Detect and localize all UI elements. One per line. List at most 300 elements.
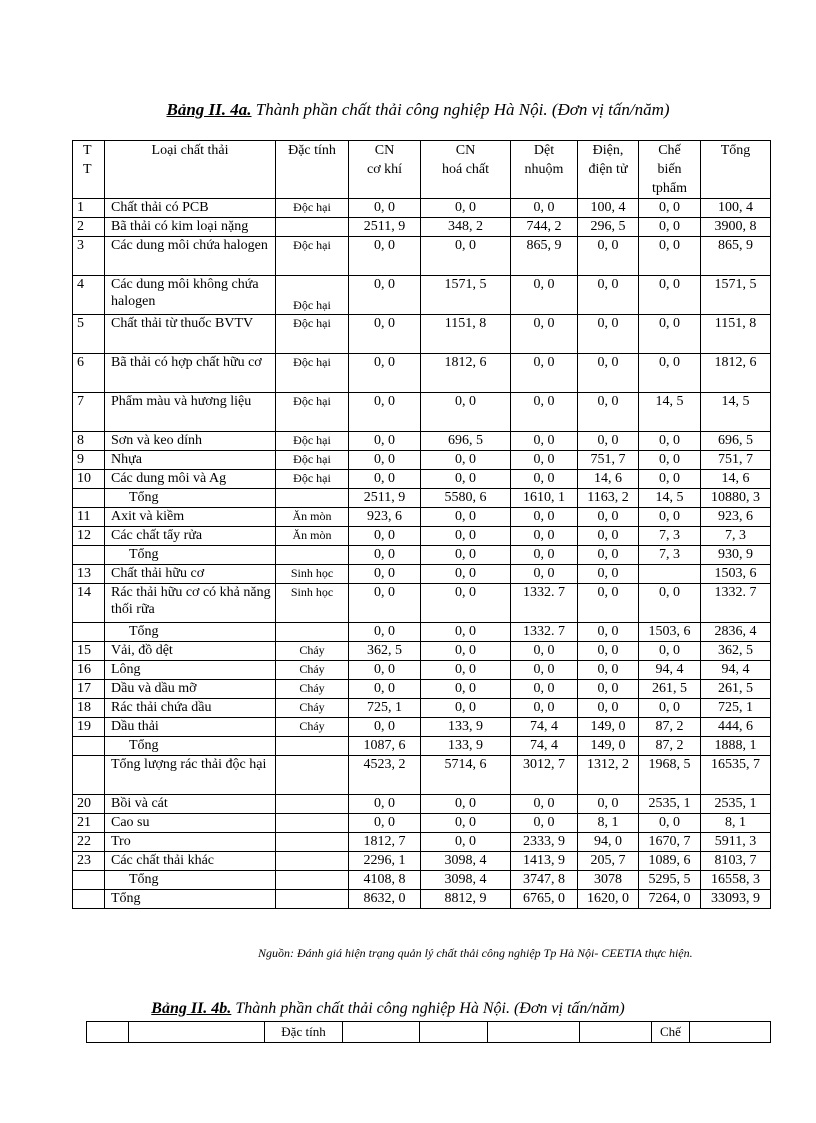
row-number xyxy=(73,737,105,756)
total-row xyxy=(73,737,771,756)
value-cell: 751, 7 xyxy=(701,451,771,470)
value-cell: 0, 0 xyxy=(349,393,421,432)
characteristic: Sinh học xyxy=(276,565,349,584)
value-cell: 751, 7 xyxy=(578,451,639,470)
waste-type: Vải, đồ dệt xyxy=(105,642,276,661)
header-row xyxy=(73,141,771,199)
value-cell: 0, 0 xyxy=(349,795,421,814)
waste-composition-table xyxy=(72,140,771,909)
waste-type: Cao su xyxy=(105,814,276,833)
value-cell: 0, 0 xyxy=(421,584,511,623)
value-cell: 3012, 7 xyxy=(511,756,578,795)
value-cell: 0, 0 xyxy=(578,354,639,393)
value-cell: 1151, 8 xyxy=(701,315,771,354)
value-cell: 348, 2 xyxy=(421,218,511,237)
value-cell: 696, 5 xyxy=(421,432,511,451)
row-number: 13 xyxy=(73,565,105,584)
value-cell: 261, 5 xyxy=(701,680,771,699)
table-row xyxy=(73,833,771,852)
table2-caption-label: Bảng II. 4b. xyxy=(151,1000,232,1017)
table-row xyxy=(73,470,771,489)
value-cell: 14, 6 xyxy=(578,470,639,489)
characteristic: Cháy xyxy=(276,642,349,661)
value-cell: 1812, 6 xyxy=(421,354,511,393)
value-cell: 14, 5 xyxy=(639,393,701,432)
table-row xyxy=(73,852,771,871)
value-cell: 0, 0 xyxy=(349,814,421,833)
value-cell: 94, 4 xyxy=(639,661,701,680)
value-cell: 5911, 3 xyxy=(701,833,771,852)
table-row xyxy=(73,276,771,315)
table-row xyxy=(73,527,771,546)
value-cell: 362, 5 xyxy=(349,642,421,661)
value-cell: 0, 0 xyxy=(421,237,511,276)
value-cell: 1812, 7 xyxy=(349,833,421,852)
value-cell: 1151, 8 xyxy=(421,315,511,354)
characteristic: Độc hại xyxy=(276,237,349,276)
value-cell: 0, 0 xyxy=(349,527,421,546)
value-cell: 865, 9 xyxy=(701,237,771,276)
value-cell: 10880, 3 xyxy=(701,489,771,508)
value-cell: 362, 5 xyxy=(701,642,771,661)
value-cell: 14, 5 xyxy=(639,489,701,508)
table2-cell xyxy=(129,1022,265,1043)
table-row xyxy=(73,508,771,527)
value-cell: 0, 0 xyxy=(349,584,421,623)
value-cell: 0, 0 xyxy=(511,315,578,354)
row-number: 15 xyxy=(73,642,105,661)
table-row xyxy=(73,218,771,237)
value-cell: 0, 0 xyxy=(349,661,421,680)
value-cell: 133, 9 xyxy=(421,737,511,756)
waste-type: Tổng xyxy=(105,871,276,890)
value-cell: 1571, 5 xyxy=(701,276,771,315)
value-cell: 7, 3 xyxy=(639,527,701,546)
table-row xyxy=(73,680,771,699)
value-cell: 1503, 6 xyxy=(701,565,771,584)
value-cell: 0, 0 xyxy=(511,661,578,680)
value-cell: 33093, 9 xyxy=(701,890,771,909)
table-caption xyxy=(10,100,816,120)
table-row xyxy=(73,199,771,218)
value-cell: 6765, 0 xyxy=(511,890,578,909)
waste-type: Bã thải có hợp chất hữu cơ xyxy=(105,354,276,393)
table2-header-dactinh: Đặc tính xyxy=(265,1022,343,1043)
value-cell: 0, 0 xyxy=(639,432,701,451)
value-cell: 0, 0 xyxy=(511,565,578,584)
row-number xyxy=(73,623,105,642)
value-cell: 0, 0 xyxy=(511,276,578,315)
characteristic: Độc hại xyxy=(276,199,349,218)
waste-type: Tổng xyxy=(105,489,276,508)
value-cell: 3747, 8 xyxy=(511,871,578,890)
table2-caption-text: Thành phần chất thải công nghiệp Hà Nội. (Đơn vị tấn/năm) xyxy=(235,1000,625,1017)
value-cell: 0, 0 xyxy=(349,276,421,315)
characteristic: Độc hại xyxy=(276,315,349,354)
row-number: 8 xyxy=(73,432,105,451)
value-cell: 1812, 6 xyxy=(701,354,771,393)
value-cell: 0, 0 xyxy=(421,393,511,432)
value-cell: 0, 0 xyxy=(421,546,511,565)
characteristic xyxy=(276,623,349,642)
value-cell: 0, 0 xyxy=(511,354,578,393)
value-cell: 7264, 0 xyxy=(639,890,701,909)
characteristic: Ăn mòn xyxy=(276,527,349,546)
value-cell: 0, 0 xyxy=(421,661,511,680)
value-cell: 0, 0 xyxy=(511,814,578,833)
value-cell: 0, 0 xyxy=(349,565,421,584)
characteristic: Độc hại xyxy=(276,276,349,315)
value-cell: 0, 0 xyxy=(639,218,701,237)
value-cell: 0, 0 xyxy=(578,699,639,718)
value-cell: 1888, 1 xyxy=(701,737,771,756)
value-cell: 2511, 9 xyxy=(349,218,421,237)
value-cell: 0, 0 xyxy=(349,718,421,737)
value-cell: 2296, 1 xyxy=(349,852,421,871)
value-cell: 0, 0 xyxy=(639,237,701,276)
value-cell: 0, 0 xyxy=(578,546,639,565)
value-cell: 0, 0 xyxy=(511,508,578,527)
value-cell: 0, 0 xyxy=(511,432,578,451)
value-cell: 14, 6 xyxy=(701,470,771,489)
value-cell: 16535, 7 xyxy=(701,756,771,795)
value-cell: 0, 0 xyxy=(421,565,511,584)
value-cell: 0, 0 xyxy=(421,680,511,699)
row-number: 22 xyxy=(73,833,105,852)
value-cell: 923, 6 xyxy=(701,508,771,527)
waste-composition-table-b xyxy=(86,1021,771,1043)
value-cell: 296, 5 xyxy=(578,218,639,237)
row-number xyxy=(73,890,105,909)
value-cell: 1968, 5 xyxy=(639,756,701,795)
value-cell: 0, 0 xyxy=(421,623,511,642)
value-cell: 0, 0 xyxy=(511,451,578,470)
row-number: 1 xyxy=(73,199,105,218)
row-number xyxy=(73,546,105,565)
value-cell: 0, 0 xyxy=(349,546,421,565)
value-cell: 1312, 2 xyxy=(578,756,639,795)
value-cell: 1332. 7 xyxy=(701,584,771,623)
waste-type: Tổng xyxy=(105,623,276,642)
value-cell: 1670, 7 xyxy=(639,833,701,852)
value-cell: 0, 0 xyxy=(511,699,578,718)
value-cell: 8, 1 xyxy=(701,814,771,833)
value-cell: 0, 0 xyxy=(578,315,639,354)
row-number: 10 xyxy=(73,470,105,489)
value-cell: 0, 0 xyxy=(421,199,511,218)
total-row xyxy=(73,890,771,909)
row-number xyxy=(73,871,105,890)
waste-type: Các chất tẩy rửa xyxy=(105,527,276,546)
value-cell: 0, 0 xyxy=(511,795,578,814)
waste-type: Axit và kiềm xyxy=(105,508,276,527)
value-cell: 0, 0 xyxy=(639,814,701,833)
characteristic xyxy=(276,546,349,565)
characteristic: Độc hại xyxy=(276,451,349,470)
value-cell: 1620, 0 xyxy=(578,890,639,909)
table2-cell xyxy=(87,1022,129,1043)
table-row xyxy=(73,699,771,718)
row-number: 17 xyxy=(73,680,105,699)
table-row xyxy=(73,584,771,623)
value-cell: 865, 9 xyxy=(511,237,578,276)
waste-type: Tổng xyxy=(105,737,276,756)
value-cell: 1163, 2 xyxy=(578,489,639,508)
value-cell: 205, 7 xyxy=(578,852,639,871)
value-cell: 1503, 6 xyxy=(639,623,701,642)
value-cell: 3078 xyxy=(578,871,639,890)
value-cell: 0, 0 xyxy=(349,470,421,489)
value-cell: 0, 0 xyxy=(639,276,701,315)
table2-cell xyxy=(580,1022,652,1043)
characteristic: Cháy xyxy=(276,699,349,718)
value-cell: 100, 4 xyxy=(701,199,771,218)
characteristic: Độc hại xyxy=(276,432,349,451)
value-cell: 87, 2 xyxy=(639,718,701,737)
table2-header-row xyxy=(87,1022,771,1043)
header-det-nhuom: Dệt nhuộm xyxy=(511,141,578,199)
row-number: 3 xyxy=(73,237,105,276)
value-cell: 1332. 7 xyxy=(511,584,578,623)
value-cell: 0, 0 xyxy=(421,470,511,489)
value-cell: 0, 0 xyxy=(421,699,511,718)
row-number: 11 xyxy=(73,508,105,527)
value-cell: 0, 0 xyxy=(639,354,701,393)
value-cell: 94, 4 xyxy=(701,661,771,680)
characteristic: Độc hại xyxy=(276,393,349,432)
total-row xyxy=(73,546,771,565)
total-row xyxy=(73,871,771,890)
value-cell: 0, 0 xyxy=(511,393,578,432)
value-cell: 4523, 2 xyxy=(349,756,421,795)
value-cell: 0, 0 xyxy=(421,451,511,470)
table-row xyxy=(73,354,771,393)
table2-caption xyxy=(0,1000,796,1018)
value-cell: 100, 4 xyxy=(578,199,639,218)
characteristic: Ăn mòn xyxy=(276,508,349,527)
value-cell: 3098, 4 xyxy=(421,871,511,890)
header-dactinh: Đặc tính xyxy=(276,141,349,199)
value-cell: 0, 0 xyxy=(349,315,421,354)
characteristic xyxy=(276,489,349,508)
value-cell: 8, 1 xyxy=(578,814,639,833)
waste-type: Dầu và dầu mỡ xyxy=(105,680,276,699)
waste-type: Rác thải hữu cơ có khả năng thối rữa xyxy=(105,584,276,623)
row-number: 5 xyxy=(73,315,105,354)
value-cell: 0, 0 xyxy=(578,795,639,814)
value-cell: 0, 0 xyxy=(639,642,701,661)
value-cell: 0, 0 xyxy=(511,470,578,489)
value-cell: 149, 0 xyxy=(578,737,639,756)
value-cell: 744, 2 xyxy=(511,218,578,237)
characteristic xyxy=(276,795,349,814)
value-cell: 5714, 6 xyxy=(421,756,511,795)
value-cell: 0, 0 xyxy=(578,584,639,623)
value-cell: 0, 0 xyxy=(511,546,578,565)
table-row xyxy=(73,661,771,680)
table-row xyxy=(73,237,771,276)
value-cell: 0, 0 xyxy=(578,276,639,315)
row-number: 19 xyxy=(73,718,105,737)
characteristic xyxy=(276,814,349,833)
header-cn-cokhi: CN cơ khí xyxy=(349,141,421,199)
waste-type: Bồi và cát xyxy=(105,795,276,814)
table2-header-che: Chế xyxy=(652,1022,690,1043)
value-cell: 696, 5 xyxy=(701,432,771,451)
value-cell: 2535, 1 xyxy=(701,795,771,814)
total-row xyxy=(73,489,771,508)
value-cell: 725, 1 xyxy=(349,699,421,718)
row-number: 9 xyxy=(73,451,105,470)
table-row xyxy=(73,393,771,432)
table-caption-label: Bảng II. 4a. xyxy=(166,100,252,119)
row-number: 2 xyxy=(73,218,105,237)
value-cell: 0, 0 xyxy=(578,432,639,451)
waste-type: Dầu thải xyxy=(105,718,276,737)
value-cell: 8812, 9 xyxy=(421,890,511,909)
header-dien-dientu: Điện, điện tử xyxy=(578,141,639,199)
table-row xyxy=(73,315,771,354)
table2-cell xyxy=(488,1022,580,1043)
value-cell: 0, 0 xyxy=(421,833,511,852)
characteristic xyxy=(276,890,349,909)
waste-type: Sơn và keo dính xyxy=(105,432,276,451)
waste-type: Các chất thải khác xyxy=(105,852,276,871)
value-cell: 0, 0 xyxy=(511,199,578,218)
row-number: 12 xyxy=(73,527,105,546)
waste-type: Các dung môi và Ag xyxy=(105,470,276,489)
characteristic xyxy=(276,756,349,795)
table-row xyxy=(73,451,771,470)
value-cell: 2535, 1 xyxy=(639,795,701,814)
value-cell: 8103, 7 xyxy=(701,852,771,871)
value-cell: 0, 0 xyxy=(578,661,639,680)
value-cell: 1087, 6 xyxy=(349,737,421,756)
value-cell: 725, 1 xyxy=(701,699,771,718)
waste-type: Nhựa xyxy=(105,451,276,470)
value-cell: 930, 9 xyxy=(701,546,771,565)
value-cell: 1571, 5 xyxy=(421,276,511,315)
value-cell: 0, 0 xyxy=(639,199,701,218)
value-cell: 3900, 8 xyxy=(701,218,771,237)
table-row xyxy=(73,814,771,833)
table-row xyxy=(73,795,771,814)
row-number: 7 xyxy=(73,393,105,432)
characteristic: Cháy xyxy=(276,718,349,737)
characteristic xyxy=(276,871,349,890)
table2-cell xyxy=(690,1022,771,1043)
value-cell: 2511, 9 xyxy=(349,489,421,508)
value-cell: 923, 6 xyxy=(349,508,421,527)
value-cell: 444, 6 xyxy=(701,718,771,737)
waste-type: Rác thải chứa dầu xyxy=(105,699,276,718)
value-cell: 0, 0 xyxy=(578,680,639,699)
value-cell: 1089, 6 xyxy=(639,852,701,871)
value-cell: 0, 0 xyxy=(578,527,639,546)
row-number xyxy=(73,756,105,795)
value-cell: 0, 0 xyxy=(578,508,639,527)
value-cell: 149, 0 xyxy=(578,718,639,737)
value-cell: 0, 0 xyxy=(578,565,639,584)
value-cell: 16558, 3 xyxy=(701,871,771,890)
value-cell: 4108, 8 xyxy=(349,871,421,890)
table2-cell xyxy=(343,1022,420,1043)
value-cell: 0, 0 xyxy=(421,795,511,814)
value-cell: 0, 0 xyxy=(639,584,701,623)
value-cell: 5295, 5 xyxy=(639,871,701,890)
value-cell: 2836, 4 xyxy=(701,623,771,642)
waste-type: Lông xyxy=(105,661,276,680)
waste-type: Chất thải từ thuốc BVTV xyxy=(105,315,276,354)
row-number: 21 xyxy=(73,814,105,833)
row-number: 18 xyxy=(73,699,105,718)
value-cell: 74, 4 xyxy=(511,718,578,737)
waste-type: Tổng xyxy=(105,890,276,909)
header-che-bien: Chế biến tphẩm xyxy=(639,141,701,199)
value-cell: 0, 0 xyxy=(511,680,578,699)
value-cell: 94, 0 xyxy=(578,833,639,852)
value-cell: 0, 0 xyxy=(578,237,639,276)
table2-cell xyxy=(420,1022,488,1043)
value-cell: 0, 0 xyxy=(639,508,701,527)
value-cell: 0, 0 xyxy=(349,451,421,470)
waste-type: Tổng xyxy=(105,546,276,565)
row-number: 23 xyxy=(73,852,105,871)
table-row xyxy=(73,642,771,661)
characteristic xyxy=(276,852,349,871)
row-number: 20 xyxy=(73,795,105,814)
value-cell: 5580, 6 xyxy=(421,489,511,508)
value-cell: 0, 0 xyxy=(349,432,421,451)
characteristic xyxy=(276,833,349,852)
value-cell: 261, 5 xyxy=(639,680,701,699)
value-cell: 1413, 9 xyxy=(511,852,578,871)
characteristic: Độc hại xyxy=(276,470,349,489)
header-tong: Tổng xyxy=(701,141,771,199)
table-row xyxy=(73,718,771,737)
characteristic: Sinh học xyxy=(276,584,349,623)
value-cell: 0, 0 xyxy=(349,680,421,699)
total-row xyxy=(73,623,771,642)
value-cell: 7, 3 xyxy=(701,527,771,546)
header-tt: T T xyxy=(73,141,105,199)
waste-type: Tổng lượng rác thải độc hại xyxy=(105,756,276,795)
value-cell: 87, 2 xyxy=(639,737,701,756)
value-cell: 0, 0 xyxy=(421,508,511,527)
value-cell: 1332. 7 xyxy=(511,623,578,642)
row-number: 14 xyxy=(73,584,105,623)
value-cell: 0, 0 xyxy=(639,470,701,489)
waste-type: Tro xyxy=(105,833,276,852)
value-cell: 0, 0 xyxy=(349,354,421,393)
characteristic xyxy=(276,218,349,237)
value-cell: 0, 0 xyxy=(578,642,639,661)
value-cell: 0, 0 xyxy=(511,527,578,546)
value-cell: 0, 0 xyxy=(578,393,639,432)
value-cell xyxy=(639,565,701,584)
value-cell: 0, 0 xyxy=(639,315,701,354)
table-row xyxy=(73,565,771,584)
table-row xyxy=(73,756,771,795)
value-cell: 7, 3 xyxy=(639,546,701,565)
value-cell: 0, 0 xyxy=(349,199,421,218)
characteristic: Độc hại xyxy=(276,354,349,393)
waste-type: Các dung môi không chứa halogen xyxy=(105,276,276,315)
row-number: 16 xyxy=(73,661,105,680)
row-number: 6 xyxy=(73,354,105,393)
characteristic: Cháy xyxy=(276,661,349,680)
waste-type: Chất thải hữu cơ xyxy=(105,565,276,584)
